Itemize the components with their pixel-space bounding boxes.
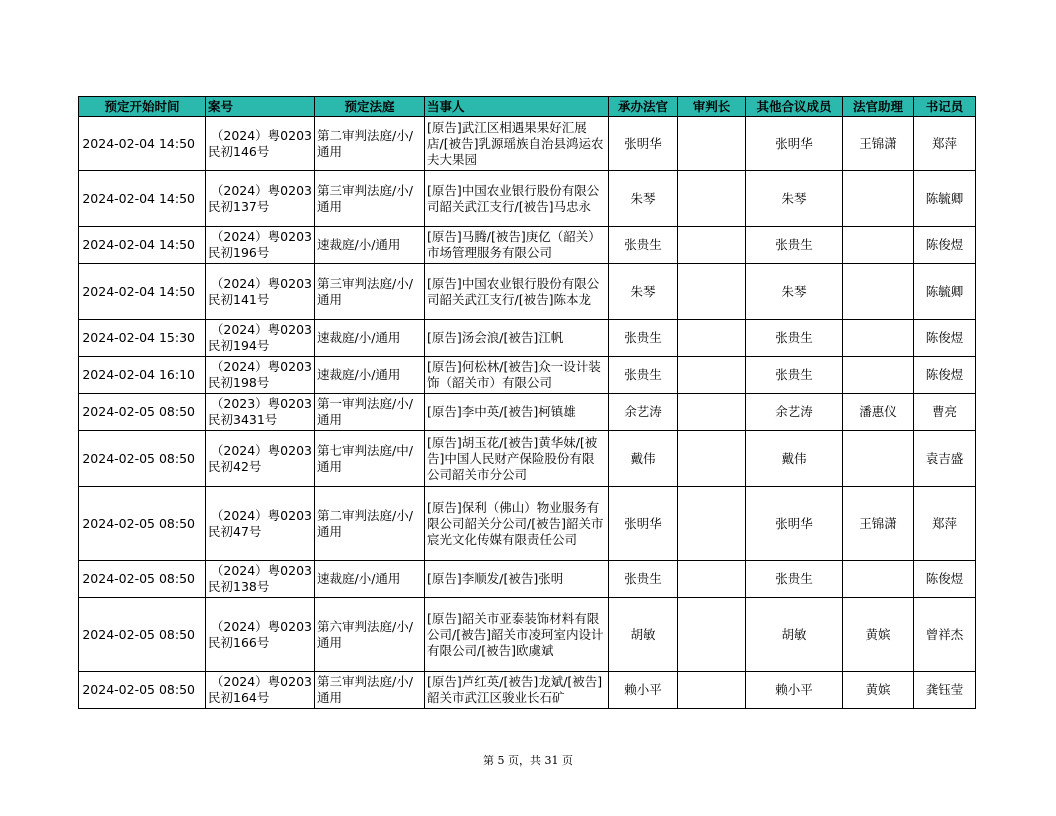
presiding-judge-cell [678, 394, 746, 431]
header-other-members: 其他合议成员 [746, 97, 843, 117]
case-number-cell [206, 117, 315, 171]
clerk-cell: 曾祥杰 [914, 598, 976, 672]
case-number-line1: （2024）粤0203 [210, 322, 312, 337]
start-time-cell: 2024-02-05 08:50 [79, 487, 206, 561]
courtroom-cell: 第七审判法庭/中/通用 [315, 431, 425, 487]
presiding-judge-cell [678, 487, 746, 561]
parties-cell: [原告]汤会浪/[被告]江帆 [425, 320, 609, 357]
table-row [79, 431, 976, 487]
judge-assistant-cell: 潘惠仪 [843, 394, 914, 431]
parties-cell: [原告]保利（佛山）物业服务有限公司韶关分公司/[被告]韶关市宸光文化传媒有限责任公司 [425, 487, 609, 561]
case-number-cell [206, 227, 315, 264]
case-number-cell [206, 561, 315, 598]
table-row [79, 672, 976, 709]
start-time-cell: 2024-02-05 08:50 [79, 394, 206, 431]
courtroom-cell: 第六审判法庭/小/通用 [315, 598, 425, 672]
clerk-cell: 陈俊煜 [914, 320, 976, 357]
other-members-cell: 张明华 [746, 487, 843, 561]
header-judge: 承办法官 [609, 97, 678, 117]
clerk-cell: 龚钰莹 [914, 672, 976, 709]
courtroom-cell: 速裁庭/小/通用 [315, 227, 425, 264]
case-number-cell [206, 672, 315, 709]
judge-assistant-cell [843, 171, 914, 227]
presiding-judge-cell [678, 431, 746, 487]
courtroom-cell: 第二审判法庭/小/通用 [315, 487, 425, 561]
judge-assistant-cell: 王锦潇 [843, 117, 914, 171]
presiding-judge-cell [678, 171, 746, 227]
other-members-cell: 胡敏 [746, 598, 843, 672]
judge-assistant-cell [843, 357, 914, 394]
judge-cell: 张贵生 [609, 357, 678, 394]
case-number-line2: 民初47号 [208, 523, 262, 539]
start-time-cell: 2024-02-04 16:10 [79, 357, 206, 394]
case-number-line2: 民初42号 [208, 458, 262, 474]
clerk-cell: 陈俊煜 [914, 357, 976, 394]
courtroom-cell: 第二审判法庭/小/通用 [315, 117, 425, 171]
judge-cell: 张贵生 [609, 561, 678, 598]
case-number-line1: （2024）粤0203 [210, 618, 312, 634]
page-footer: 第 5 页，共 31 页 [483, 754, 573, 767]
case-number-line1: （2024）粤0203 [210, 127, 312, 143]
start-time-cell: 2024-02-04 14:50 [79, 117, 206, 171]
clerk-cell: 陈毓卿 [914, 171, 976, 227]
judge-assistant-cell [843, 320, 914, 357]
case-number-cell [206, 171, 315, 227]
table-row [79, 357, 976, 394]
judge-assistant-cell [843, 431, 914, 487]
table-row [79, 598, 976, 672]
case-number-line2: 民初138号 [208, 579, 270, 594]
header-courtroom: 预定法庭 [315, 97, 425, 117]
case-number-line1: （2024）粤0203 [210, 359, 312, 374]
other-members-cell: 余艺涛 [746, 394, 843, 431]
parties-cell: [原告]韶关市亚泰装饰材料有限公司/[被告]韶关市凌珂室内设计有限公司/[被告]欧虞斌 [425, 598, 609, 672]
presiding-judge-cell [678, 598, 746, 672]
table-row [79, 487, 976, 561]
start-time-cell: 2024-02-04 14:50 [79, 171, 206, 227]
case-number-cell [206, 357, 315, 394]
case-number-line2: 民初166号 [208, 634, 270, 650]
case-number-line1: （2023）粤0203 [210, 396, 312, 411]
table-row [79, 394, 976, 431]
header-start-time: 预定开始时间 [79, 97, 206, 117]
courtroom-cell: 速裁庭/小/通用 [315, 357, 425, 394]
judge-assistant-cell: 王锦潇 [843, 487, 914, 561]
clerk-cell: 陈俊煜 [914, 561, 976, 598]
judge-cell: 张贵生 [609, 227, 678, 264]
case-number-line2: 民初194号 [208, 338, 270, 353]
judge-assistant-cell [843, 264, 914, 320]
courtroom-cell: 第三审判法庭/小/通用 [315, 264, 425, 320]
table-row [79, 117, 976, 171]
parties-cell: [原告]马腾/[被告]庚亿（韶关）市场管理服务有限公司 [425, 227, 609, 264]
table-row [79, 561, 976, 598]
judge-cell: 朱琴 [609, 264, 678, 320]
presiding-judge-cell [678, 320, 746, 357]
other-members-cell: 张贵生 [746, 561, 843, 598]
clerk-cell: 郑萍 [914, 487, 976, 561]
other-members-cell: 张明华 [746, 117, 843, 171]
start-time-cell: 2024-02-05 08:50 [79, 672, 206, 709]
start-time-cell: 2024-02-05 08:50 [79, 561, 206, 598]
clerk-cell: 曹亮 [914, 394, 976, 431]
other-members-cell: 朱琴 [746, 171, 843, 227]
case-number-line1: （2024）粤0203 [210, 275, 312, 291]
case-number-line2: 民初3431号 [208, 412, 278, 427]
other-members-cell: 戴伟 [746, 431, 843, 487]
table-row [79, 227, 976, 264]
courtroom-cell: 第三审判法庭/小/通用 [315, 171, 425, 227]
other-members-cell: 赖小平 [746, 672, 843, 709]
table-row [79, 320, 976, 357]
judge-assistant-cell [843, 227, 914, 264]
clerk-cell: 陈毓卿 [914, 264, 976, 320]
case-number-cell [206, 431, 315, 487]
judge-cell: 张贵生 [609, 320, 678, 357]
parties-cell: [原告]中国农业银行股份有限公司韶关武江支行/[被告]陈本龙 [425, 264, 609, 320]
parties-cell: [原告]中国农业银行股份有限公司韶关武江支行/[被告]马忠永 [425, 171, 609, 227]
case-number-line2: 民初198号 [208, 375, 270, 390]
start-time-cell: 2024-02-04 14:50 [79, 264, 206, 320]
judge-cell: 赖小平 [609, 672, 678, 709]
hearing-schedule-table [78, 96, 976, 709]
parties-cell: [原告]胡玉花/[被告]黄华妹/[被告]中国人民财产保险股份有限公司韶关市分公司 [425, 431, 609, 487]
presiding-judge-cell [678, 672, 746, 709]
judge-assistant-cell [843, 561, 914, 598]
judge-cell: 余艺涛 [609, 394, 678, 431]
presiding-judge-cell [678, 561, 746, 598]
other-members-cell: 朱琴 [746, 264, 843, 320]
case-number-line2: 民初137号 [208, 198, 270, 214]
presiding-judge-cell [678, 264, 746, 320]
judge-assistant-cell: 黄嫔 [843, 598, 914, 672]
start-time-cell: 2024-02-04 14:50 [79, 227, 206, 264]
presiding-judge-cell [678, 117, 746, 171]
header-case-number: 案号 [206, 97, 315, 117]
case-number-line1: （2024）粤0203 [210, 563, 312, 578]
header-parties: 当事人 [425, 97, 609, 117]
courtroom-cell: 第三审判法庭/小/通用 [315, 672, 425, 709]
case-number-cell [206, 487, 315, 561]
case-number-line1: （2024）粤0203 [210, 507, 312, 523]
other-members-cell: 张贵生 [746, 357, 843, 394]
header-judge-assistant: 法官助理 [843, 97, 914, 117]
case-number-cell [206, 320, 315, 357]
case-number-cell [206, 394, 315, 431]
parties-cell: [原告]武江区相遇果果好汇展店/[被告]乳源瑶族自治县鸿运农夫大果园 [425, 117, 609, 171]
start-time-cell: 2024-02-05 08:50 [79, 598, 206, 672]
case-number-line2: 民初141号 [208, 291, 270, 307]
case-number-line2: 民初164号 [208, 690, 270, 705]
parties-cell: [原告]何松林/[被告]众一设计装饰（韶关市）有限公司 [425, 357, 609, 394]
case-number-line1: （2024）粤0203 [210, 229, 312, 244]
clerk-cell: 郑萍 [914, 117, 976, 171]
courtroom-cell: 速裁庭/小/通用 [315, 320, 425, 357]
case-number-line2: 民初146号 [208, 143, 270, 159]
table-row [79, 264, 976, 320]
other-members-cell: 张贵生 [746, 227, 843, 264]
start-time-cell: 2024-02-04 15:30 [79, 320, 206, 357]
courtroom-cell: 第一审判法庭/小/通用 [315, 394, 425, 431]
case-number-cell [206, 598, 315, 672]
start-time-cell: 2024-02-05 08:50 [79, 431, 206, 487]
header-presiding-judge: 审判长 [678, 97, 746, 117]
judge-assistant-cell: 黄嫔 [843, 672, 914, 709]
courtroom-cell: 速裁庭/小/通用 [315, 561, 425, 598]
case-number-line1: （2024）粤0203 [210, 442, 312, 458]
other-members-cell: 张贵生 [746, 320, 843, 357]
judge-cell: 戴伟 [609, 431, 678, 487]
header-clerk: 书记员 [914, 97, 976, 117]
judge-cell: 胡敏 [609, 598, 678, 672]
judge-cell: 张明华 [609, 117, 678, 171]
presiding-judge-cell [678, 227, 746, 264]
clerk-cell: 陈俊煜 [914, 227, 976, 264]
table-row [79, 171, 976, 227]
parties-cell: [原告]李中英/[被告]柯镇雄 [425, 394, 609, 431]
parties-cell: [原告]芦红英/[被告]龙斌/[被告]韶关市武江区骏业长石矿 [425, 672, 609, 709]
presiding-judge-cell [678, 357, 746, 394]
table-header-row [79, 97, 976, 117]
parties-cell: [原告]李顺发/[被告]张明 [425, 561, 609, 598]
clerk-cell: 袁吉盛 [914, 431, 976, 487]
case-number-line1: （2024）粤0203 [210, 674, 312, 689]
judge-cell: 朱琴 [609, 171, 678, 227]
case-number-line2: 民初196号 [208, 245, 270, 260]
case-number-cell [206, 264, 315, 320]
case-number-line1: （2024）粤0203 [210, 182, 312, 198]
judge-cell: 张明华 [609, 487, 678, 561]
